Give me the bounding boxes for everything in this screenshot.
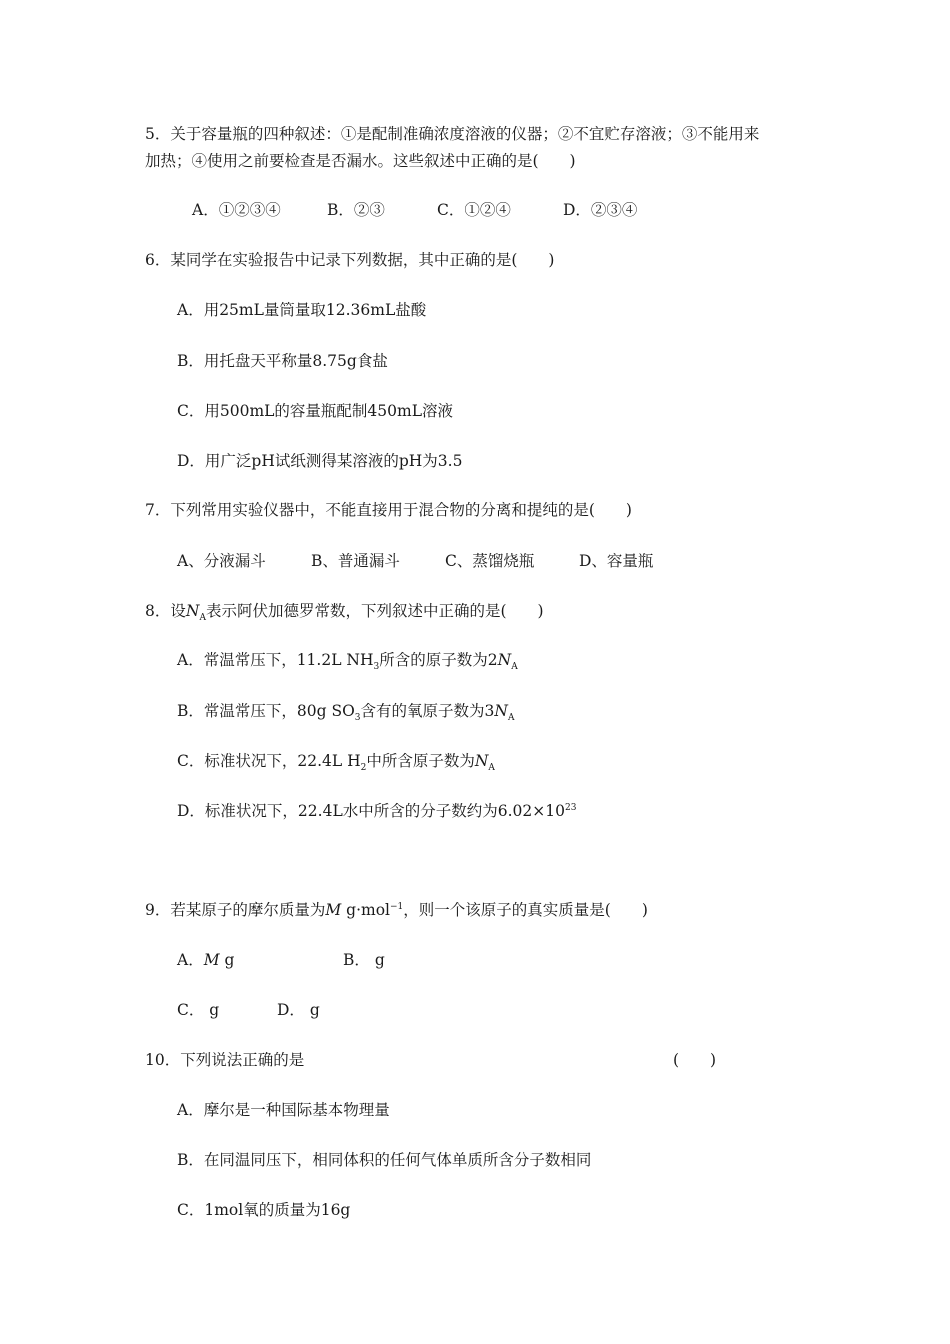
q8-option-c-na: N [474,752,489,770]
q8-option-d [177,801,576,821]
q8-na-symbol: N [185,602,200,620]
q8-option-c-subscript: 2 [360,763,367,774]
q5-stem-line2: 加热；④使用之前要检查是否漏水。这些叙述中正确的是( ) [145,152,576,170]
q9-option-a-label: A． [177,951,204,969]
q9-unit: g·mol [341,901,391,919]
q10-answer-paren: ( ) [673,1051,717,1069]
q8-option-b-text: B．常温常压下，80g SO [177,702,355,720]
q7-option-c: C、蒸馏烧瓶 [445,552,535,570]
q8-option-b [177,701,515,724]
q8-option-a-na: N [497,651,512,669]
q8-option-a-subscript: 3 [373,662,380,673]
q5-option-c: C．①②④ [437,201,511,219]
q8-option-b-na: N [494,702,508,720]
q8-option-d-text: D．标准状况下，22.4L水中所含的分子数约为6.02×10 [177,802,565,820]
q8-option-a-na-sub: A [511,662,518,673]
q8-option-b-subscript: 3 [354,713,361,724]
q8-option-c-tail: 中所含原子数为 [366,752,475,770]
q8-stem [145,601,544,624]
q8-option-c-na-sub: A [488,763,495,774]
q9-stem-suffix: ，则一个该原子的真实质量是( ) [403,901,648,919]
q8-option-d-exponent: 23 [564,802,577,813]
q6-option-d: D．用广泛pH试纸测得某溶液的pH为3.5 [177,452,463,470]
q8-option-b-na-sub: A [507,713,515,724]
q8-na-subscript: A [199,613,206,624]
q5-option-a: A．①②③④ [192,201,281,219]
q8-option-a-tail: 所含的原子数为2 [379,651,498,669]
q5-option-d: D．②③④ [563,201,638,219]
q5-option-b: B．②③ [327,201,385,219]
q10-stem: 10．下列说法正确的是 [145,1051,305,1069]
q7-option-a: A、分液漏斗 [177,552,266,570]
q8-stem-suffix: 表示阿伏加德罗常数，下列叙述中正确的是( ) [205,602,544,620]
q9-option-b: B． g [343,951,385,969]
q6-option-c: C．用500mL的容量瓶配制450mL溶液 [177,402,454,420]
q9-molar-mass-symbol: M [325,901,342,919]
q5-stem-line1: 5．关于容量瓶的四种叙述：①是配制准确浓度溶液的仪器；②不宜贮存溶液；③不能用来 [145,125,760,143]
q10-option-b: B．在同温同压下，相同体积的任何气体单质所含分子数相同 [177,1151,592,1169]
q9-stem [145,900,648,920]
q8-option-c-text: C．标准状况下，22.4L H [177,752,361,770]
q6-stem: 6．某同学在实验报告中记录下列数据，其中正确的是( ) [145,251,555,269]
q6-option-b: B．用托盘天平称量8.75g食盐 [177,352,388,370]
q7-option-d: D、容量瓶 [579,552,654,570]
q8-option-b-tail: 含有的氧原子数为3 [360,702,495,720]
q9-option-d: D． g [277,1001,320,1019]
q8-option-c [177,751,495,774]
q10-option-a: A．摩尔是一种国际基本物理量 [177,1101,390,1119]
q8-option-a [177,650,518,673]
q9-option-a [177,950,234,970]
q10-option-c: C．1mol氧的质量为16g [177,1201,351,1219]
q8-stem-prefix: 8．设 [145,602,186,620]
q9-option-a-symbol: M [203,951,220,969]
q9-option-c: C． g [177,1001,220,1019]
q8-option-a-text: A．常温常压下，11.2L NH [177,651,374,669]
q9-stem-prefix: 9．若某原子的摩尔质量为 [145,901,326,919]
q7-option-b: B、普通漏斗 [311,552,400,570]
q6-option-a: A．用25mL量筒量取12.36mL盐酸 [177,301,427,319]
q9-option-a-unit: g [219,951,235,969]
q7-stem: 7．下列常用实验仪器中，不能直接用于混合物的分离和提纯的是( ) [145,501,632,519]
q9-unit-exponent: −1 [390,901,404,912]
